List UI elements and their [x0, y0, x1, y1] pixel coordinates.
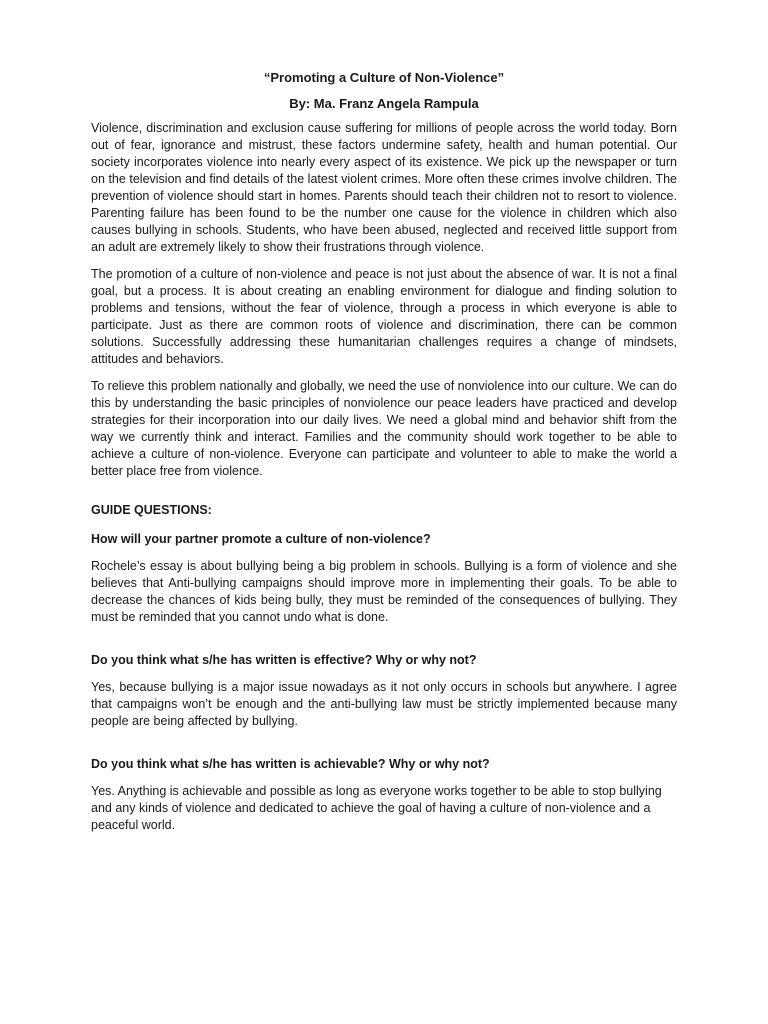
- essay-paragraph-1: Violence, discrimination and exclusion cause suffering for millions of people across the world today. Born out of fear, ignorance and mistrust, these factors undermine safety, health and human potential. Our society incorporates violence into nearly every aspect of its existence. We pick up the newspaper or turn on the television and find details of the latest violent crimes. More often these crimes involve children. The prevention of violence should start in homes. Parents should teach their children not to resort to violence. Parenting failure has been found to be the number one cause for the violence in children which also causes bullying in schools. Students, who have been abused, neglected and received little support from an adult are extremely likely to show their frustrations through violence.: [91, 121, 677, 254]
- essay-paragraph-3: To relieve this problem nationally and globally, we need the use of nonviolence into our culture. We can do this by understanding the basic principles of nonviolence our peace leaders have practiced and develop strategies for their incorporation into our daily lives. We need a global mind and behavior shift from the way we currently think and interact. Families and the community should work together to be able to achieve a culture of non-violence. Everyone can participate and volunteer to able to make the world a better place free from violence.: [91, 379, 678, 478]
- document-title: “Promoting a Culture of Non-Violence”: [263, 70, 505, 85]
- guide-question-3: Do you think what s/he has written is achievable? Why or why not?: [91, 757, 490, 771]
- guide-question-1: How will your partner promote a culture of non-violence?: [91, 532, 431, 546]
- document-page: [91, 70, 677, 844]
- document-byline: By: Ma. Franz Angela Rampula: [289, 96, 479, 111]
- guide-answer-1: Rochele’s essay is about bullying being a big problem in schools. Bullying is a form of violence and she believes that Anti-bullying campaigns should improve more in implementing their goals. To be able to decrease the chances of kids being bully, they must be reminded of the consequences of bullying. They must be reminded that you cannot undo what is done.: [91, 559, 677, 624]
- essay-paragraph-2: The promotion of a culture of non-violence and peace is not just about the absence of war. It is not a final goal, but a process. It is about creating an enabling environment for dialogue and finding solution to problems and tensions, without the fear of violence, through a process in which everyone is able to participate. Just as there are common roots of violence and discrimination, there can be common solutions. Successfully addressing these humanitarian challenges requires a change of mindsets, attitudes and behaviors.: [91, 267, 677, 366]
- guide-question-2: Do you think what s/he has written is effective? Why or why not?: [91, 653, 477, 667]
- guide-questions-heading: GUIDE QUESTIONS:: [91, 503, 212, 517]
- guide-answer-2: Yes, because bullying is a major issue nowadays as it not only occurs in schools but anywhere. I agree that campaigns won’t be enough and the anti-bullying law must be strictly implemented because many people are being affected by bullying.: [91, 680, 677, 728]
- guide-answer-3: Yes. Anything is achievable and possible as long as everyone works together to be able to stop bullying and any kinds of violence and dedicated to achieve the goal of having a culture of non-violence and a peaceful world.: [91, 784, 662, 832]
